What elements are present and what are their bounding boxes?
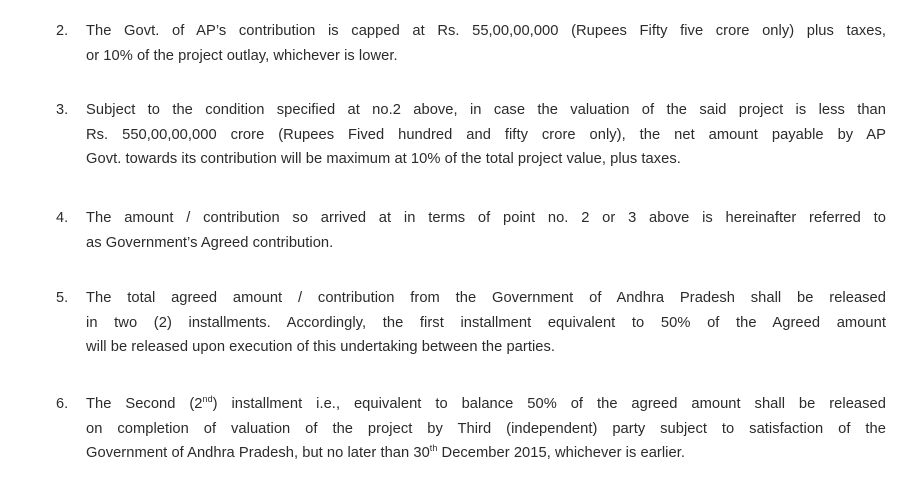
clause-line — [86, 441, 886, 466]
clause-line: as Government’s Agreed contribution. — [86, 234, 334, 251]
clause-text — [86, 206, 886, 255]
clause-text — [86, 392, 886, 466]
clause-line: Govt. towards its contribution will be maximum at 10% of the total project value, plus taxes. — [86, 151, 681, 167]
clause-line: or 10% of the project outlay, whichever is lower. — [86, 47, 398, 64]
clause-line: on completion of valuation of the project by Third (independent) party subject to satisfaction of the — [86, 420, 886, 437]
clause-line: The total agreed amount / contribution from the Government of Andhra Pradesh shall be released — [86, 290, 886, 306]
clause-text-segment: December 2015, whichever is earlier. — [437, 445, 685, 461]
clause-line: The Govt. of AP’s contribution is capped at Rs. 55,00,00,000 (Rupees Fifty five crore only) plus taxes, — [86, 23, 886, 39]
clause-text-segment: The Second (2 — [86, 396, 203, 412]
clause-line — [86, 392, 886, 417]
clause-line: Rs. 550,00,00,000 crore (Rupees Fived hundred and fifty crore only), the net amount payable by AP — [86, 126, 886, 143]
clause-text-segment: Government of Andhra Pradesh, but no later than 30 — [86, 445, 430, 461]
clause-number: 6. — [56, 396, 69, 412]
clause-text — [86, 98, 886, 172]
clause-number: 2. — [56, 23, 69, 39]
clause-line: will be released upon execution of this undertaking between the parties. — [86, 339, 556, 355]
clause-number: 4. — [56, 210, 69, 226]
clause-number: 3. — [56, 102, 69, 118]
clause-text-segment: ) installment i.e., equivalent to balance 50% of the agreed amount shall be released — [212, 396, 886, 412]
clause-line: The amount / contribution so arrived at in terms of point no. 2 or 3 above is hereinafter referred to — [86, 210, 886, 226]
clause-number: 5. — [56, 290, 69, 306]
clause-line: Subject to the condition specified at no.2 above, in case the valuation of the said project is less than — [86, 102, 886, 118]
ordinal-suffix: th — [429, 443, 438, 454]
clause-text — [86, 19, 886, 68]
ordinal-suffix: nd — [202, 394, 213, 405]
clause-text — [86, 286, 886, 360]
clause-line: in two (2) installments. Accordingly, the first installment equivalent to 50% of the Agreed amount — [86, 314, 886, 331]
